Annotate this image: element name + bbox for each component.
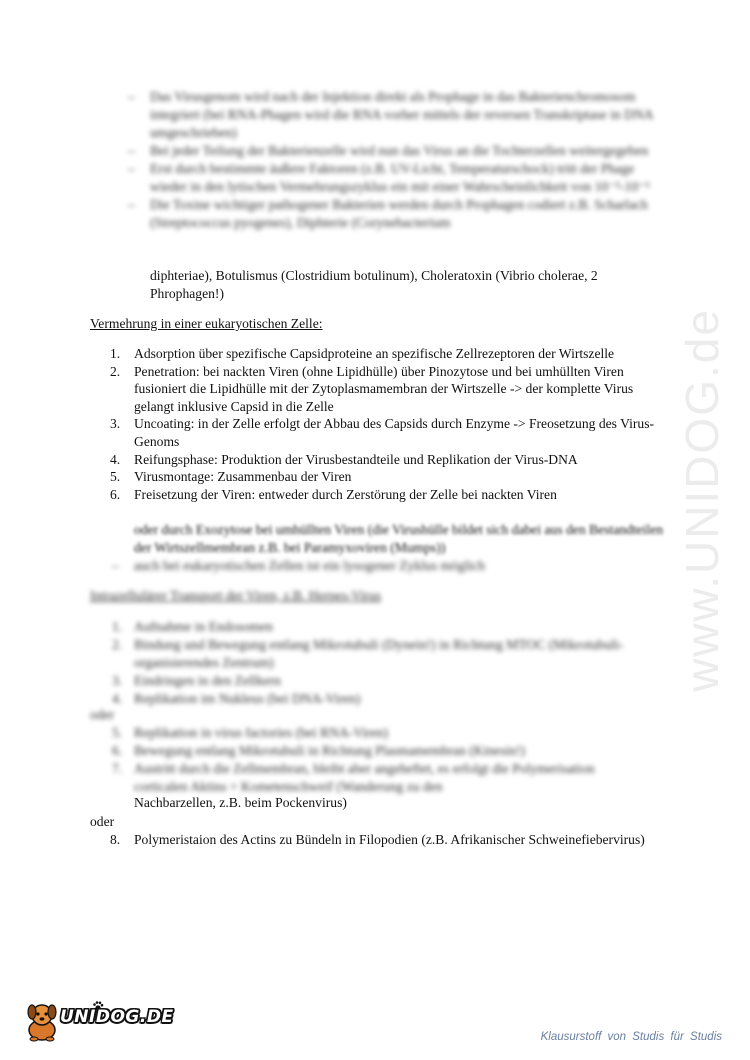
step-text: Replikation in virus factories (bei RNA-Viren) (134, 725, 388, 740)
note-bullet: – auch bei eukaryotischen Zellen ist ein lysogener Zyklus möglich (134, 558, 485, 574)
list-item (112, 618, 634, 636)
step-text: Replikation im Nukleus (bei DNA-Viren) (134, 691, 361, 706)
list-item (110, 486, 664, 504)
footer-tagline: Klausurstoff von Studis für Studis (540, 1031, 722, 1043)
list-item (112, 760, 634, 796)
step-text: Austritt durch die Zellmembran, bleibt aber angeheftet, es erfolgt die Polymerisation corticalen Aktins = Kometenschweif (Wanderung zu den (134, 761, 595, 794)
bullet-item: – Erst durch bestimmte äußere Faktoren (z.B. UV-Licht, Temperaturschock) tritt der Phage wieder in den lytischen Vermehrungszyklus ein mit einer Wahrscheinlichkeit von 10⁻⁵-10⁻⁶ (150, 160, 670, 196)
list-item (110, 831, 654, 849)
step-text: Reifungsphase: Produktion der Virusbestandteile und Replikation der Virus-DNA (134, 451, 578, 467)
step-text: Uncoating: in der Zelle erfolgt der Abbau des Capsids durch Enzyme -> Freosetzung des Virus-Genoms (134, 416, 655, 449)
step-number: 4. (112, 691, 123, 706)
list-item (110, 415, 664, 450)
transport-steps-list-alt (112, 724, 634, 796)
step-text: Polymeristaion des Actins zu Bündeln in Filopodien (z.B. Afrikanischer Schweinefiebervirus) (134, 832, 645, 847)
list-item (110, 345, 664, 363)
step-number: 7. (112, 761, 123, 776)
step-number: 1. (110, 346, 121, 361)
list-item (112, 636, 634, 672)
list-item (112, 690, 634, 708)
dog-mascot-icon (22, 1000, 62, 1042)
transport-steps-list (112, 618, 634, 708)
list-item (112, 724, 634, 742)
step-continuation: oder durch Exozytose bei umhüllten Viren (die Virushülle bildet sich dabei aus den Bestandteilen der Wirtszellmembran z.B. bei Paramyxoviren (Mumps)) (134, 522, 664, 555)
step-text: Penetration: bei nackten Viren (ohne Lipidhülle) über Pinozytose und bei umhüllten Viren fusioniert die Lipidhülle mit der Zytoplasmamembran der Wirtszelle -> der komplette Virus gelangt inklusive Capsid in die Zelle (134, 363, 634, 414)
list-item (110, 451, 664, 469)
watermark: www.UNIDOG.de (676, 308, 729, 692)
step-text: Eindringen in den Zellkern (134, 673, 281, 688)
step-text: Adsorption über spezifische Capsidproteine an spezifische Zellrezeptoren der Wirtszelle (134, 346, 615, 361)
section-heading-transport: Intrazellulärer Transport der Viren, z.B. Herpes-Virus (90, 588, 382, 603)
section-heading: Vermehrung in einer eukaryotischen Zelle: (90, 316, 323, 331)
unidog-logo[interactable] (22, 1000, 174, 1044)
step-number: 6. (112, 743, 123, 758)
actin-steps-list (110, 831, 654, 849)
step-text: Aufnahme in Endosomen (134, 619, 273, 634)
step-number: 5. (110, 469, 121, 485)
step-number: 5. (112, 725, 123, 740)
step-number: 3. (110, 416, 121, 432)
step-text: Bewegung entlang Mikrotubuli in Richtung Plasmamembran (Kinesin!) (134, 743, 526, 758)
list-item (112, 672, 634, 690)
prophage-bullet-list (150, 88, 670, 232)
step-text: Virusmontage: Zusammenbau der Viren (134, 469, 352, 485)
oder-label: oder (90, 707, 115, 722)
step-number: 1. (112, 619, 123, 634)
step-number: 3. (112, 673, 123, 688)
bullet-continuation: diphteriae), Botulismus (Clostridium botulinum), Choleratoxin (Vibrio cholerae, 2 Phrophagen!) (150, 268, 598, 301)
eukaryote-steps-list (110, 345, 664, 503)
step-number: 4. (110, 451, 121, 467)
list-item (112, 742, 634, 760)
bullet-item: – Das Virusgenom wird nach der Injektion direkt als Prophage in das Bakterienchromosom integriert (bei RNA-Phagen wird die RNA vorher mittels der reversen Transkriptase in DNA umgeschrieben) (150, 88, 670, 142)
list-item (110, 363, 664, 416)
bullet-item: – Bei jeder Teilung der Bakterienzelle wird nun das Virus an die Tochterzellen weitergegeben (150, 142, 670, 160)
step-number: 8. (110, 832, 121, 847)
list-item (110, 468, 664, 486)
oder-label: oder (90, 814, 115, 829)
step-number: 2. (110, 363, 121, 379)
step-continuation: Nachbarzellen, z.B. beim Pockenvirus) (134, 795, 347, 810)
logo-text: UNIDOG.DE (60, 1007, 174, 1027)
step-text: Bindung und Bewegung entlang Mikrotubuli (Dynein!) in Richtung MTOC (Mikrotubuli-organisierendes Zentrum) (134, 637, 624, 670)
step-text: Freisetzung der Viren: entweder durch Zerstörung der Zelle bei nackten Viren (134, 486, 557, 502)
step-number: 6. (110, 486, 121, 502)
bullet-item: – Die Toxine wichtiger pathogener Bakterien werden durch Prophagen codiert z.B. Scharlach (Streptococcus pyogenes), Diphterie (Corynebacterium (150, 196, 670, 232)
step-number: 2. (112, 637, 123, 652)
